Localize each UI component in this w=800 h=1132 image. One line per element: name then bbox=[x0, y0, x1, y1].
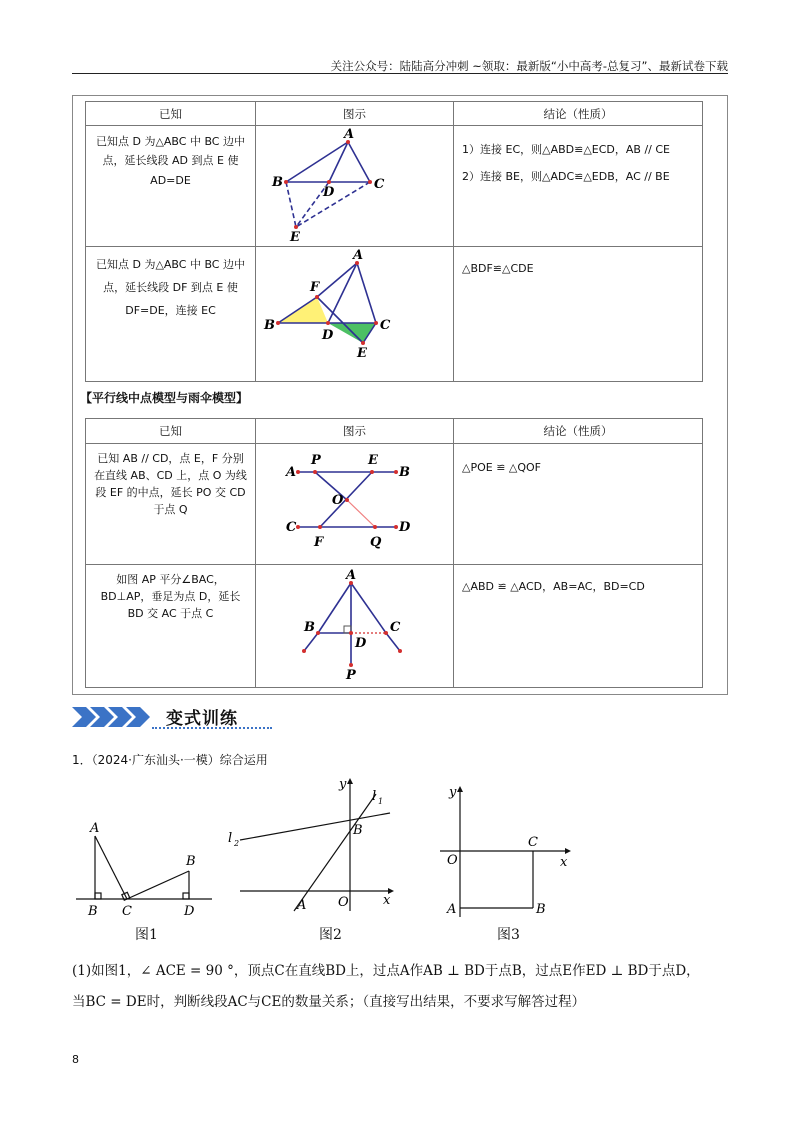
figure-3 bbox=[440, 782, 580, 922]
section-title: 【平行线中点模型与雨伞模型】 bbox=[80, 391, 249, 405]
label-d: D bbox=[322, 328, 334, 343]
label-a: A bbox=[286, 465, 297, 480]
figure-cell bbox=[256, 126, 454, 247]
fig2-label-y: y bbox=[339, 777, 347, 792]
fig3-caption: 图3 bbox=[497, 927, 520, 943]
conclusion-1: 1）连接 EC，则△ABD≌△ECD，AB // CE bbox=[462, 143, 671, 156]
label-d: D bbox=[323, 185, 335, 200]
figure-double-median bbox=[256, 126, 454, 243]
label-c: C bbox=[380, 318, 391, 333]
fig3-label-o: O bbox=[447, 853, 458, 868]
header-conclusion: 结论（性质） bbox=[454, 419, 703, 444]
question-part-1-line-1: (1)如图1，∠ ACE = 90 °，顶点C在直线BD上，过点A作AB ⊥ BD于点B，过点E作ED ⊥ BD于点D， bbox=[72, 963, 700, 979]
fig1-label-d: D bbox=[184, 904, 195, 919]
label-f: F bbox=[310, 280, 320, 295]
label-b: B bbox=[399, 465, 410, 480]
label-b: B bbox=[304, 620, 315, 635]
fig3-label-y: y bbox=[449, 785, 457, 800]
conclusion-1: △BDF≌△CDE bbox=[462, 262, 534, 275]
known-text: 已知点 D 为△ABC 中 BC 边中点，延长线段 AD 到点 E 使 AD=DE bbox=[95, 135, 245, 187]
figure-umbrella bbox=[256, 565, 454, 684]
figure-parallel-midpoint bbox=[256, 444, 454, 561]
question-heading: 1．（2024·广东汕头·一模）综合运用 bbox=[72, 753, 268, 767]
page-header: 关注公众号：陆陆高分冲刺 ~领取：最新版“小中高考-总复习”、最新试卷下载 bbox=[330, 59, 728, 73]
banner-chevrons bbox=[72, 705, 162, 729]
fig1-label-e: B bbox=[186, 854, 196, 869]
label-q: Q bbox=[370, 535, 382, 550]
label-a: A bbox=[344, 127, 355, 142]
label-b: B bbox=[272, 175, 283, 190]
figure-cell bbox=[256, 247, 454, 382]
conclusion-1: △ABD ≌ △ACD，AB=AC，BD=CD bbox=[462, 580, 645, 593]
fig2-caption: 图2 bbox=[319, 927, 342, 943]
banner-underline bbox=[152, 727, 272, 729]
label-e: E bbox=[368, 453, 378, 468]
label-e: E bbox=[290, 230, 300, 243]
fig1-label-b: B bbox=[88, 904, 98, 919]
fig1-label-a: A bbox=[90, 821, 100, 836]
label-e: E bbox=[357, 346, 367, 361]
known-text: 如图 AP 平分∠BAC，BD⊥AP，垂足为点 D，延长 BD 交 AC 于点 C bbox=[100, 573, 241, 621]
figure-1 bbox=[72, 820, 222, 920]
label-b: B bbox=[264, 318, 275, 333]
figure-cell bbox=[256, 444, 454, 565]
question-part-1-line-2: 当BC = DE时，判断线段AC与CE的数量关系；（直接写出结果，不要求写解答过程） bbox=[72, 994, 586, 1010]
midpoint-table bbox=[85, 101, 703, 382]
fig2-label-x: x bbox=[383, 893, 391, 908]
label-c: C bbox=[390, 620, 401, 635]
conclusion-1: △POE ≌ △QOF bbox=[462, 461, 542, 474]
known-text: 已知点 D 为△ABC 中 BC 边中点，延长线段 DF 到点 E 使 DF=DE，连接 EC bbox=[95, 258, 245, 318]
header-conclusion: 结论（性质） bbox=[454, 102, 703, 126]
label-f: F bbox=[314, 535, 324, 550]
fig2-label-o: O bbox=[338, 895, 349, 910]
fig1-label-c: C bbox=[122, 904, 132, 919]
fig3-label-b: B bbox=[536, 902, 546, 917]
fig2-label-a: A bbox=[297, 898, 307, 913]
figure-2 bbox=[226, 776, 396, 916]
label-a: A bbox=[346, 568, 357, 583]
fig3-label-x: x bbox=[560, 855, 568, 870]
figure-midpoint-triangles bbox=[256, 247, 454, 378]
header-known: 已知 bbox=[86, 419, 256, 444]
parallel-umbrella-table bbox=[85, 418, 703, 688]
fig2-label-l1: l bbox=[372, 789, 377, 804]
label-c: C bbox=[286, 520, 297, 535]
header-figure: 图示 bbox=[256, 419, 454, 444]
header-figure: 图示 bbox=[256, 102, 454, 126]
header-rule bbox=[72, 73, 728, 74]
label-d: D bbox=[355, 636, 367, 651]
label-p: P bbox=[346, 668, 356, 683]
fig3-label-a: A bbox=[447, 902, 457, 917]
conclusion-2: 2）连接 BE，则△ADC≌△EDB，AC // BE bbox=[462, 169, 670, 183]
label-o: O bbox=[332, 493, 344, 508]
fig3-label-c: C bbox=[528, 835, 538, 850]
fig2-label-b: B bbox=[353, 823, 363, 838]
label-a: A bbox=[353, 248, 364, 263]
fig2-label-l2: l bbox=[228, 831, 233, 846]
page-number: 8 bbox=[72, 1053, 79, 1066]
fig2-label-l1-sub: 1 bbox=[378, 797, 384, 806]
banner-title: 变式训练 bbox=[166, 709, 238, 729]
label-d: D bbox=[399, 520, 411, 535]
fig2-label-l2-sub: 2 bbox=[234, 839, 240, 848]
fig1-caption: 图1 bbox=[135, 927, 158, 943]
label-c: C bbox=[374, 177, 385, 192]
figure-cell bbox=[256, 565, 454, 688]
header-known: 已知 bbox=[86, 102, 256, 126]
label-p: P bbox=[311, 453, 321, 468]
known-text: 已知 AB // CD，点 E，F 分别在直线 AB、CD 上，点 O 为线段 EF 的中点，延长 PO 交 CD 于点 Q bbox=[94, 452, 247, 517]
